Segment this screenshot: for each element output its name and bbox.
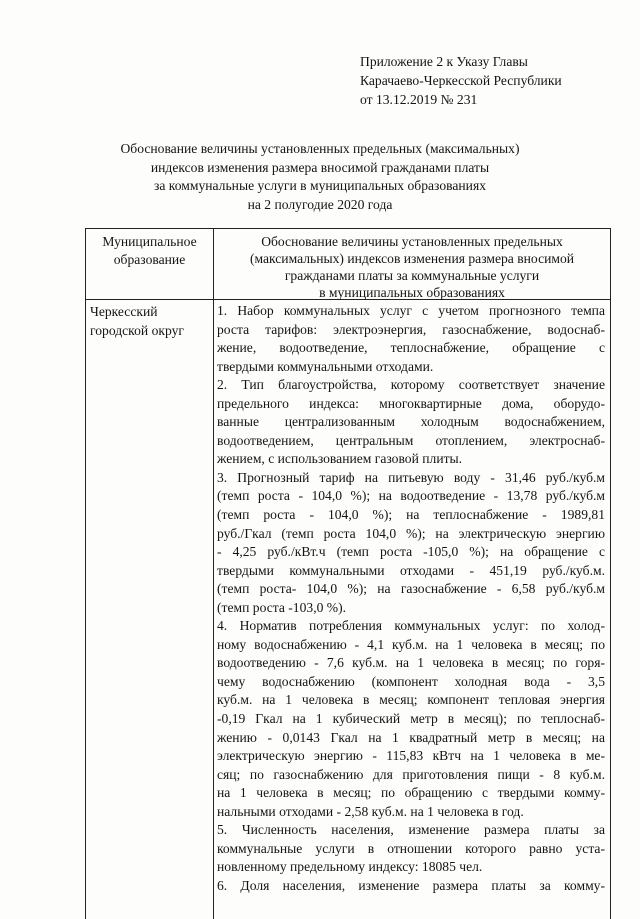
header-line: Обоснование величины установленных предельных xyxy=(261,234,563,249)
appendix-line: Карачаево-Черкесской Республики xyxy=(360,73,562,88)
title-line: индексов изменения размера вносимой гражданами платы xyxy=(150,159,490,175)
paragraph-line: нальными отходами - 2,58 куб.м. на 1 человека в год. xyxy=(217,803,524,819)
paragraph-line: (темп роста - 104,0 %); на теплоснабжение - 1989,81 xyxy=(217,507,605,523)
title-line: за коммунальные услуги в муниципальных образованиях xyxy=(154,178,486,193)
paragraph-line: на 1 человека в месяц; по обращению с твердыми комму- xyxy=(217,785,605,801)
paragraph-line: чему водоснабжению (компонент холодная вода - 3,5 xyxy=(217,673,605,689)
paragraph-line: - 4,25 руб./кВт.ч (темп роста -105,0 %); на обращение с xyxy=(217,544,605,560)
paragraph-line: электрическую энергию - 115,83 кВтч на 1 человека в ме- xyxy=(217,748,605,764)
justification-table xyxy=(85,228,611,919)
paragraph-line: коммунальные услуги в отношении которого равно уста- xyxy=(217,840,605,856)
header-municipality: Муниципальное образование xyxy=(102,234,197,267)
paragraph-3 xyxy=(217,469,605,617)
title-line: на 2 полугодие 2020 года xyxy=(247,196,393,212)
paragraph-2 xyxy=(217,376,605,469)
paragraph-line: 6. Доля населения, изменение размера платы за комму- xyxy=(217,877,605,893)
paragraph-line: предельного индекса: многоквартирные дома, оборудо- xyxy=(217,395,605,411)
paragraph-line: жение, водоотведение, теплоснабжение, обращение с xyxy=(217,340,605,356)
header-justification xyxy=(216,233,608,301)
column-divider xyxy=(213,229,214,919)
paragraph-line: водоотведению - 7,6 куб.м. на 1 человека в месяц; по горя- xyxy=(217,655,605,671)
paragraph-line: твердыми коммунальными отходами. xyxy=(217,358,434,374)
paragraph-line: куб.м. на 1 человека в месяц; компонент тепловая энергия xyxy=(217,692,605,708)
appendix-note xyxy=(360,52,562,109)
municipality-cell xyxy=(90,302,210,340)
paragraph-line: роста тарифов: электроэнергия, газоснабжение, водоснаб- xyxy=(217,321,605,337)
paragraph-line: (темп роста- 104,0 %); на газоснабжение - 6,58 руб./куб.м xyxy=(217,581,605,597)
paragraph-line: ванные централизованным холодным водоснабжением, xyxy=(217,414,605,430)
paragraph-line: (темп роста -103,0 %). xyxy=(217,599,347,615)
justification-cell xyxy=(217,302,605,896)
paragraph-line: водоотведением, центральным отоплением, электроснаб- xyxy=(217,432,605,448)
appendix-line: от 13.12.2019 № 231 xyxy=(360,92,478,107)
header-line: в муниципальных образованиях xyxy=(319,285,505,300)
paragraph-line: 4. Норматив потребления коммунальных услуг: по холод- xyxy=(217,618,605,634)
paragraph-line: твердыми коммунальными отходами - 451,19 руб./куб.м. xyxy=(217,562,605,578)
paragraph-line: (темп роста - 104,0 %); на водоотведение - 13,78 руб./куб.м xyxy=(217,488,605,504)
paragraph-line: 3. Прогнозный тариф на питьевую воду - 31,46 руб./куб.м xyxy=(217,469,605,485)
paragraph-1 xyxy=(217,302,605,376)
header-line: гражданами платы за коммунальные услуги xyxy=(284,268,540,283)
municipality-line: Черкесский xyxy=(90,304,158,319)
paragraph-5 xyxy=(217,821,605,877)
paragraph-line: жению - 0,0143 Гкал на 1 квадратный метр в месяц; на xyxy=(217,729,605,745)
paragraph-line: 2. Тип благоустройства, которому соответствует значение xyxy=(217,377,605,393)
paragraph-line: -0,19 Гкал на 1 кубический метр в месяц); по теплоснаб- xyxy=(217,711,605,727)
municipality-line: городской округ xyxy=(90,323,184,338)
paragraph-line: сяц; по газоснабжению для приготовления пищи - 8 куб.м. xyxy=(217,766,605,782)
paragraph-line: руб./Гкал (темп роста 104,0 %); на электрическую энергию xyxy=(217,525,605,541)
paragraph-line: 1. Набор коммунальных услуг с учетом прогнозного темпа xyxy=(217,303,605,318)
header-line: (максимальных) индексов изменения размера вносимой xyxy=(249,251,575,266)
title-line: Обоснование величины установленных предельных (максимальных) xyxy=(120,141,520,156)
paragraph-line: 5. Численность населения, изменение размера платы за xyxy=(217,822,605,838)
paragraph-4 xyxy=(217,617,605,821)
paragraph-line: ному водоснабжению - 4,1 куб.м. на 1 человека в месяц; по xyxy=(217,636,605,652)
document-title xyxy=(60,140,580,214)
paragraph-line: новленному предельному индексу: 18085 чел. xyxy=(217,859,483,875)
paragraph-line: жением, с использованием газовой плиты. xyxy=(217,451,463,467)
paragraph-6 xyxy=(217,877,605,896)
appendix-line: Приложение 2 к Указу Главы xyxy=(360,54,528,69)
